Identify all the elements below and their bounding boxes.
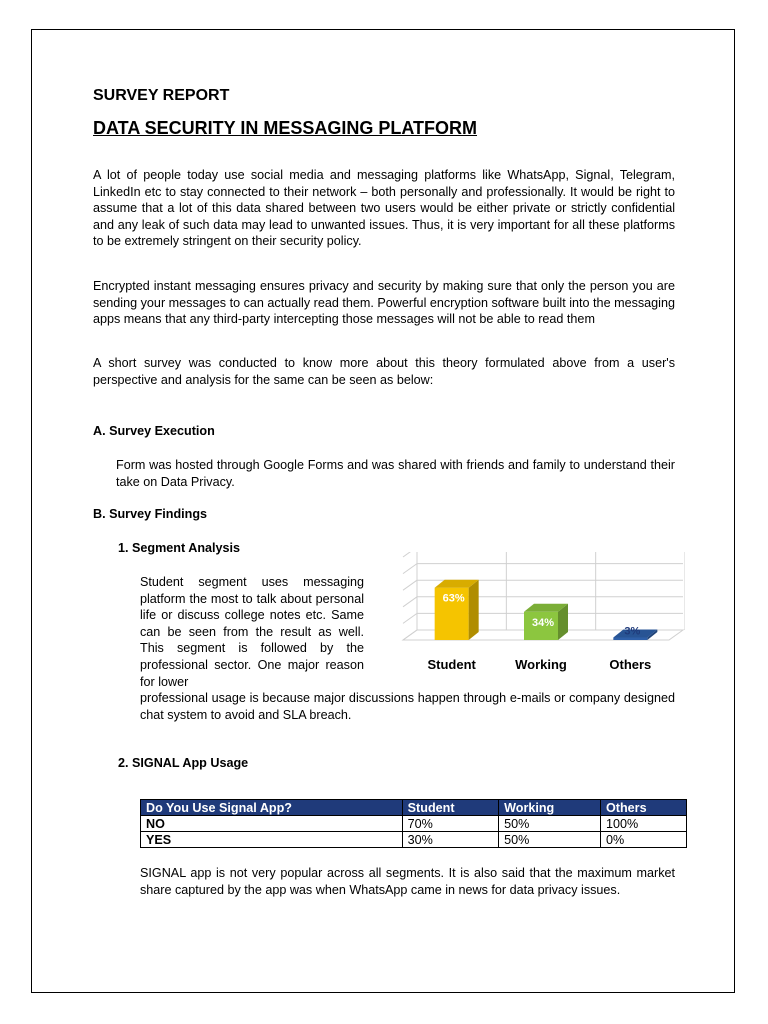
row-label: NO: [141, 816, 403, 832]
chart-category-label: Working: [515, 657, 567, 672]
table-header-row: [141, 800, 687, 816]
signal-usage-table: [140, 799, 687, 848]
row-label: YES: [141, 832, 403, 848]
header-question: Do You Use Signal App?: [141, 800, 403, 816]
chart-category-label: Student: [427, 657, 476, 672]
intro-paragraph-2: Encrypted instant messaging ensures privacy and security by making sure that only the person you are sending your messages to can actually read them. Powerful encryption software built into the messaging apps means that any third-party intercepting those messages will not be able to read them: [93, 279, 675, 327]
segment-analysis-heading: 1. Segment Analysis: [118, 541, 241, 555]
chart-data-label: 34%: [531, 616, 555, 629]
intro-paragraph-1: A lot of people today use social media and messaging platforms like WhatsApp, Signal, Telegram, LinkedIn etc to stay connected to their network – both personally and professionally. It would be right to assume that a lot of this data shared between two users would be either private or strictly confidential and any leak of such data may lead to unwanted issues. Thus, it is very important for all these platforms to be extremely stringent on their security policy.: [93, 168, 675, 249]
segment-analysis-text: Student segment uses messaging platform the most to talk about personal life or discuss college notes etc. Same can be seen from the result as well. This segment is followed by the professional sector. One major reason for lower: [140, 575, 364, 689]
header-student: Student: [402, 800, 498, 816]
cell-others: 100%: [601, 816, 687, 832]
section-a-heading: A. Survey Execution: [93, 424, 215, 438]
signal-usage-heading: 2. SIGNAL App Usage: [118, 756, 249, 770]
chart-gridline-side: [403, 580, 417, 590]
signal-usage-text: SIGNAL app is not very popular across all segments. It is also said that the maximum market share captured by the app was when WhatsApp came in news for data privacy issues.: [140, 866, 675, 897]
segment-bar-chart-svg: [385, 552, 685, 682]
chart-gridline-side: [403, 552, 417, 557]
header-others: Others: [601, 800, 687, 816]
section-b-heading: B. Survey Findings: [93, 507, 208, 521]
intro-paragraph-3: A short survey was conducted to know more about this theory formulated above from a user's perspective and analysis for the same can be seen as below:: [93, 356, 675, 387]
segment-analysis-text-cont: professional usage is because major discussions happen through e-mails or company designed chat system to avoid and SLA breach.: [140, 691, 675, 722]
table-row: [141, 816, 687, 832]
chart-category-label: Others: [609, 657, 652, 672]
chart-data-label: 3%: [624, 625, 641, 638]
cell-working: 50%: [499, 832, 601, 848]
report-title: DATA SECURITY IN MESSAGING PLATFORM: [93, 118, 478, 138]
chart-bar-others: [613, 638, 647, 640]
chart-gridline-side: [403, 613, 417, 623]
chart-gridline-side: [403, 597, 417, 607]
chart-gridline-side: [403, 564, 417, 574]
cell-student: 30%: [402, 832, 498, 848]
segment-chart: [385, 552, 685, 682]
report-kicker: SURVEY REPORT: [93, 87, 230, 104]
cell-working: 50%: [499, 816, 601, 832]
cell-student: 70%: [402, 816, 498, 832]
table-row: [141, 832, 687, 848]
section-a-text: Form was hosted through Google Forms and was shared with friends and family to understand their take on Data Privacy.: [116, 458, 675, 489]
cell-others: 0%: [601, 832, 687, 848]
chart-bar-side: [469, 580, 479, 640]
chart-data-label: 63%: [442, 592, 465, 605]
header-working: Working: [499, 800, 601, 816]
